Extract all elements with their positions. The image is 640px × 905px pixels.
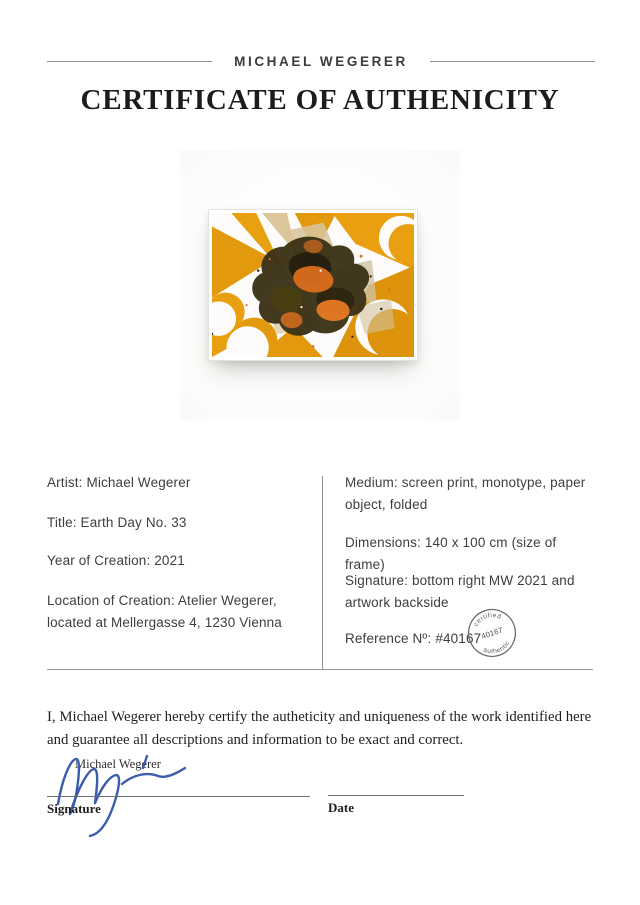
certification-statement: I, Michael Wegerer hereby certify the autheticity and uniqueness of the work identified here and guarantee all descriptions and information to be exact and correct. bbox=[47, 709, 592, 748]
stamp-top-text: certified bbox=[472, 612, 503, 628]
detail-dimensions: Dimensions: 140 x 100 cm (size of frame) bbox=[345, 535, 557, 572]
date-label: Date bbox=[328, 800, 354, 815]
detail-artist: Artist: Michael Wegerer bbox=[47, 475, 191, 490]
detail-title: Title: Earth Day No. 33 bbox=[47, 515, 187, 530]
artwork-abstract-print bbox=[212, 213, 414, 357]
stamp-bottom-text: authentic bbox=[482, 639, 512, 656]
date-line bbox=[328, 795, 464, 796]
details-section bbox=[47, 460, 593, 670]
details-column-divider bbox=[322, 476, 323, 669]
certified-stamp bbox=[465, 606, 519, 660]
certificate-title: CERTIFICATE OF AUTHENICITY bbox=[80, 84, 560, 116]
header-left-rule bbox=[47, 61, 212, 62]
artwork-image bbox=[208, 209, 418, 361]
artist-name: MICHAEL WEGERER bbox=[234, 54, 408, 69]
header-right-rule bbox=[430, 61, 595, 62]
detail-reference: Reference Nº: #40167 bbox=[345, 631, 482, 646]
detail-signature-info: Signature: bottom right MW 2021 and artwork backside bbox=[345, 573, 575, 610]
detail-location: Location of Creation: Atelier Wegerer, located at Mellergasse 4, 1230 Vienna bbox=[47, 593, 282, 630]
printed-artist-name: Michael Wegerer bbox=[75, 757, 161, 771]
detail-medium: Medium: screen print, monotype, paper object, folded bbox=[345, 475, 586, 512]
stamp-number: 40167 bbox=[480, 625, 505, 641]
certified-stamp-icon bbox=[465, 606, 519, 660]
signature-line bbox=[47, 796, 310, 797]
signature-label: Signature bbox=[47, 801, 101, 816]
detail-year: Year of Creation: 2021 bbox=[47, 553, 185, 568]
header-brand-row bbox=[47, 54, 595, 69]
artwork-photo-area bbox=[180, 150, 460, 420]
